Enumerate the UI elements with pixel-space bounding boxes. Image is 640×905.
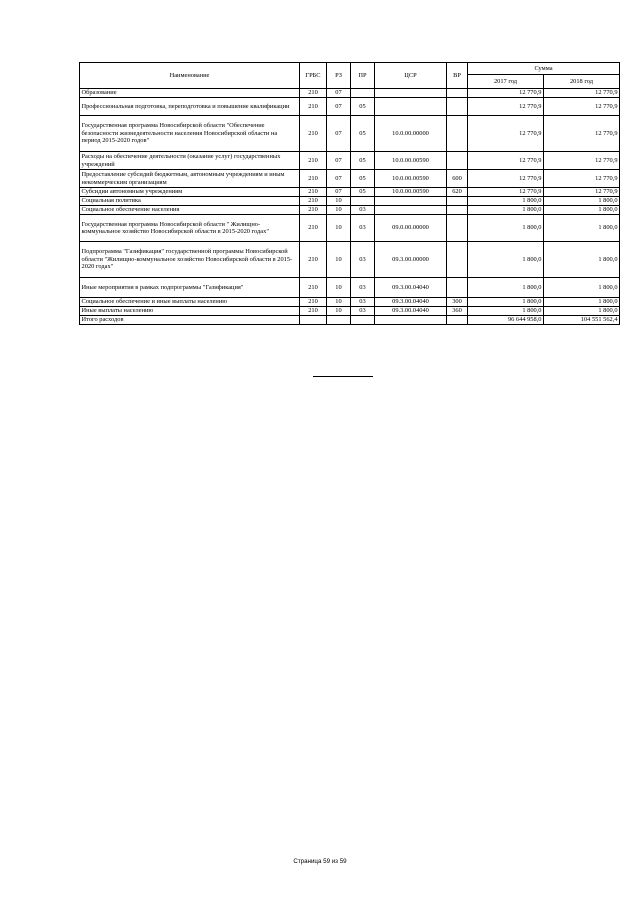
cell-sum-2017: 12 770,9 <box>468 188 544 197</box>
cell-name: Государственная программа Новосибирской области " Жилищно-коммунальное хозяйство Новосибирской области в 2015-2020 годах" <box>80 215 300 242</box>
header-pr: ПР <box>351 63 375 89</box>
header-vr: ВР <box>447 63 468 89</box>
cell-sum-2017: 1 800,0 <box>468 298 544 307</box>
cell-csr: 10.0.00.00000 <box>375 116 447 152</box>
cell-vr <box>447 316 468 325</box>
cell-pr <box>351 316 375 325</box>
cell-name: Итого расходов <box>80 316 300 325</box>
cell-rz: 07 <box>327 98 351 116</box>
cell-sum-2018: 12 770,9 <box>544 89 620 98</box>
table-row <box>80 206 620 215</box>
cell-sum-2017: 12 770,9 <box>468 170 544 188</box>
table-row <box>80 98 620 116</box>
header-year-2017: 2017 год <box>468 75 544 89</box>
cell-sum-2018: 1 800,0 <box>544 278 620 298</box>
cell-name: Подпрограмма "Газификация" государственной программы Новосибирской области "Жилищно-коммунальное хозяйство Новосибирской области в 2015-2020 годах" <box>80 242 300 278</box>
cell-sum-2018: 12 770,9 <box>544 98 620 116</box>
cell-rz: 10 <box>327 215 351 242</box>
table-row <box>80 170 620 188</box>
cell-rz: 10 <box>327 242 351 278</box>
cell-grbs: 210 <box>300 170 327 188</box>
cell-rz: 07 <box>327 188 351 197</box>
page-number: Страница 59 из 59 <box>293 858 347 865</box>
cell-csr: 09.3.00.04040 <box>375 298 447 307</box>
cell-grbs: 210 <box>300 188 327 197</box>
cell-csr: 09.3.00.04040 <box>375 307 447 316</box>
cell-grbs: 210 <box>300 206 327 215</box>
header-year-2018: 2018 год <box>544 75 620 89</box>
table-row <box>80 89 620 98</box>
cell-name: Субсидии автономным учреждениям <box>80 188 300 197</box>
cell-sum-2017: 1 800,0 <box>468 307 544 316</box>
cell-grbs: 210 <box>300 152 327 170</box>
cell-rz: 07 <box>327 170 351 188</box>
cell-sum-2017: 12 770,9 <box>468 98 544 116</box>
cell-sum-2017: 1 800,0 <box>468 206 544 215</box>
cell-vr <box>447 242 468 278</box>
cell-vr: 620 <box>447 188 468 197</box>
table-row <box>80 197 620 206</box>
cell-pr: 05 <box>351 152 375 170</box>
cell-name: Государственная программа Новосибирской области "Обеспечение безопасности жизнедеятельности населения Новосибирской области на период 2015-2020 годов" <box>80 116 300 152</box>
cell-sum-2017: 12 770,9 <box>468 116 544 152</box>
cell-vr: 600 <box>447 170 468 188</box>
cell-vr: 360 <box>447 307 468 316</box>
table-row <box>80 298 620 307</box>
table-row <box>80 152 620 170</box>
cell-pr: 03 <box>351 278 375 298</box>
cell-csr <box>375 89 447 98</box>
cell-rz: 07 <box>327 152 351 170</box>
cell-pr: 03 <box>351 206 375 215</box>
budget-table <box>79 62 620 325</box>
cell-csr: 09.3.00.00000 <box>375 242 447 278</box>
cell-sum-2017: 96 644 958,0 <box>468 316 544 325</box>
cell-grbs: 210 <box>300 197 327 206</box>
cell-csr: 10.0.00.00590 <box>375 188 447 197</box>
cell-sum-2018: 1 800,0 <box>544 215 620 242</box>
cell-pr: 05 <box>351 98 375 116</box>
table-row <box>80 307 620 316</box>
cell-sum-2018: 12 770,9 <box>544 116 620 152</box>
cell-csr: 10.0.00.00590 <box>375 152 447 170</box>
cell-name: Иные мероприятия в рамках подпрограммы "Газификация" <box>80 278 300 298</box>
cell-sum-2018: 1 800,0 <box>544 197 620 206</box>
cell-grbs: 210 <box>300 242 327 278</box>
cell-rz: 10 <box>327 206 351 215</box>
table-row <box>80 188 620 197</box>
cell-sum-2017: 12 770,9 <box>468 89 544 98</box>
cell-vr <box>447 116 468 152</box>
header-name: Наименование <box>80 63 300 89</box>
cell-vr <box>447 89 468 98</box>
cell-pr: 03 <box>351 242 375 278</box>
cell-sum-2017: 1 800,0 <box>468 278 544 298</box>
cell-name: Иные выплаты населению <box>80 307 300 316</box>
cell-grbs <box>300 316 327 325</box>
cell-sum-2018: 1 800,0 <box>544 298 620 307</box>
cell-rz: 10 <box>327 307 351 316</box>
cell-name: Социальное обеспечение и иные выплаты населению <box>80 298 300 307</box>
header-csr: ЦСР <box>375 63 447 89</box>
cell-vr <box>447 215 468 242</box>
cell-sum-2017: 12 770,9 <box>468 152 544 170</box>
cell-grbs: 210 <box>300 116 327 152</box>
cell-sum-2018: 104 551 562,4 <box>544 316 620 325</box>
cell-name: Социальное обеспечение населения <box>80 206 300 215</box>
header-rz: РЗ <box>327 63 351 89</box>
cell-vr <box>447 278 468 298</box>
cell-pr: 03 <box>351 307 375 316</box>
table-row <box>80 215 620 242</box>
cell-sum-2018: 1 800,0 <box>544 307 620 316</box>
header-grbs: ГРБС <box>300 63 327 89</box>
cell-sum-2017: 1 800,0 <box>468 197 544 206</box>
cell-vr <box>447 152 468 170</box>
cell-csr <box>375 316 447 325</box>
cell-grbs: 210 <box>300 298 327 307</box>
cell-vr <box>447 98 468 116</box>
cell-pr: 05 <box>351 116 375 152</box>
table-body <box>80 89 620 325</box>
cell-sum-2018: 1 800,0 <box>544 206 620 215</box>
cell-name: Предоставление субсидий бюджетным, автономным учреждениям и иным некоммерческим организациям <box>80 170 300 188</box>
cell-csr: 09.3.00.04040 <box>375 278 447 298</box>
cell-grbs: 210 <box>300 278 327 298</box>
cell-rz: 10 <box>327 298 351 307</box>
cell-grbs: 210 <box>300 215 327 242</box>
cell-pr: 05 <box>351 170 375 188</box>
cell-pr: 03 <box>351 215 375 242</box>
cell-sum-2018: 1 800,0 <box>544 242 620 278</box>
table-row <box>80 116 620 152</box>
cell-grbs: 210 <box>300 89 327 98</box>
cell-csr <box>375 98 447 116</box>
cell-grbs: 210 <box>300 98 327 116</box>
cell-csr <box>375 206 447 215</box>
cell-csr: 09.0.00.00000 <box>375 215 447 242</box>
cell-pr: 03 <box>351 298 375 307</box>
cell-rz: 10 <box>327 278 351 298</box>
cell-sum-2018: 12 770,9 <box>544 188 620 197</box>
cell-name: Расходы на обеспечение деятельности (оказание услуг) государственных учреждений <box>80 152 300 170</box>
cell-name: Профессиональная подготовка, переподготовка и повышение квалификации <box>80 98 300 116</box>
table-row <box>80 316 620 325</box>
cell-rz: 07 <box>327 89 351 98</box>
signature-line <box>313 376 373 377</box>
cell-vr <box>447 206 468 215</box>
cell-pr <box>351 89 375 98</box>
cell-vr: 300 <box>447 298 468 307</box>
cell-rz <box>327 316 351 325</box>
cell-sum-2018: 12 770,9 <box>544 152 620 170</box>
cell-rz: 07 <box>327 116 351 152</box>
cell-sum-2017: 1 800,0 <box>468 242 544 278</box>
cell-vr <box>447 197 468 206</box>
cell-rz: 10 <box>327 197 351 206</box>
cell-pr: 05 <box>351 188 375 197</box>
cell-csr <box>375 197 447 206</box>
cell-csr: 10.0.00.00590 <box>375 170 447 188</box>
cell-sum-2017: 1 800,0 <box>468 215 544 242</box>
cell-name: Социальная политика <box>80 197 300 206</box>
header-sum: Сумма <box>468 63 620 75</box>
cell-sum-2018: 12 770,9 <box>544 170 620 188</box>
table-row <box>80 242 620 278</box>
cell-pr <box>351 197 375 206</box>
cell-grbs: 210 <box>300 307 327 316</box>
table-row <box>80 278 620 298</box>
cell-name: Образование <box>80 89 300 98</box>
